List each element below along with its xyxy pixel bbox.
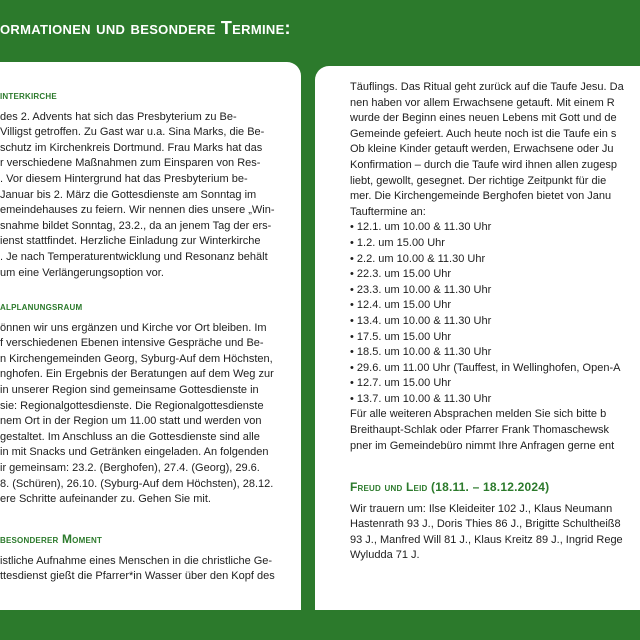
text-line: sie: Regionalgottesdienste. Die Regionalgottesdienste [0,399,264,412]
section-body-regionalplanungsraum [0,321,301,508]
text-line: ere Schritte aufeinander zu. Gehen Sie mit. [0,493,211,506]
text-line: istliche Aufnahme eines Menschen in die christliche Ge- [0,554,273,567]
text-line: n Kirchengemeinden Georg, Syburg-Auf dem Höchsten, [0,352,273,365]
text-line: nghofen. Ein Ergebnis der Beratungen auf dem Weg zur [0,368,274,381]
list-item: • 12.7. um 15.00 Uhr [350,377,452,390]
text-line: in mit Snacks und Getränken eingeladen. An folgenden [0,446,269,459]
text-line: f verschiedenen Ebenen intensive Gespräche und Be- [0,337,264,350]
taufe-intro [350,80,640,220]
list-item: • 17.5. um 15.00 Uhr [350,330,452,343]
text-line: Täuflings. Das Ritual geht zurück auf die Taufe Jesu. Da [350,81,624,93]
section-body-besonderer-moment [0,554,301,585]
text-line: emeindehauses zu feiern. Wir nennen dies unsere „Win- [0,204,275,217]
list-item: • 22.3. um 15.00 Uhr [350,268,452,281]
text-line: schutz im Kirchenkreis Dortmund. Frau Marks hat das [0,141,263,154]
left-column [0,62,301,622]
text-line: r verschiedene Maßnahmen zum Einsparen von Res- [0,157,261,170]
section-winterkirche [0,88,301,281]
text-line: . Vor diesem Hintergrund hat das Presbyterium be- [0,172,248,185]
section-heading-besonderer-moment: besonderer Moment [0,532,103,546]
text-line: Gemeinde gefeiert. Auch heute noch ist die Taufe ein s [350,127,617,140]
text-line: wurde der Beginn eines neuen Lebens mit Gott und de [350,112,617,125]
taufe-text [350,80,640,454]
taufe-outro [350,407,640,454]
list-item: • 12.4. um 15.00 Uhr [350,299,452,312]
text-line: önnen wir uns ergänzen und Kirche vor Ort bleiben. Im [0,321,267,334]
list-item: • 1.2. um 15.00 Uhr [350,236,445,249]
right-column [315,66,640,622]
page-title: ormationen und besondere Termine: [0,18,291,38]
section-heading-regionalplanungsraum: alplanungsraum [0,299,83,313]
text-line: 93 J., Manfred Will 81 J., Klaus Kreitz 89 J., Ingrid Rege [350,533,623,546]
text-line: 8. (Schüren), 26.10. (Syburg-Auf dem Höchsten), 28.12. [0,477,274,490]
list-item: • 23.3. um 10.00 & 11.30 Uhr [350,283,492,296]
bottom-band [0,610,640,640]
list-item: • 13.4. um 10.00 & 11.30 Uhr [350,314,492,327]
text-line: liebt, gewollt, gesegnet. Der richtige Zeitpunkt für die [350,174,607,187]
header-band [0,0,640,64]
text-line: mer. Die Kirchengemeinde Berghofen bietet von Janu [350,190,612,203]
text-line: nen haben vor allem Erwachsene getauft. Mit einem R [350,96,615,109]
list-item: • 29.6. um 11.00 Uhr (Tauffest, in Wellinghofen, Open-A [350,361,621,374]
text-line: Breithaupt-Schlak oder Pfarrer Frank Thomaschewsk [350,424,610,437]
text-line: Ob kleine Kinder getauft werden, Erwachsene oder Ju [350,143,614,156]
text-line: ienst stattfindet. Herzliche Einladung zur Winterkirche [0,235,261,248]
text-line: in unserer Region sind gemeinsame Gottesdienste in [0,383,259,396]
text-line: nem Ort in der Region um 11.00 statt und werden von [0,415,262,428]
text-line: Januar bis 2. März die Gottesdienste am Sonntag im [0,188,257,201]
section-heading-winterkirche: interkirche [0,88,57,102]
list-item: • 13.7. um 10.00 & 11.30 Uhr [350,392,492,405]
text-line: Wir trauern um: Ilse Kleideiter 102 J., Klaus Neumann [350,502,613,515]
section-heading-freud-und-leid: Freud und Leid (18.11. – 18.12.2024) [350,480,550,494]
text-line: Für alle weiteren Absprachen melden Sie sich bitte b [350,408,607,421]
list-item: • 2.2. um 10.00 & 11.30 Uhr [350,252,486,265]
section-body-winterkirche [0,110,301,282]
text-line: . Je nach Temperaturentwicklung und Resonanz behält [0,250,268,263]
section-freud-und-leid [350,480,640,564]
text-line: Tauftermine an: [350,205,426,218]
text-line: Villigst getroffen. Zu Gast war u.a. Sina Marks, die Be- [0,126,265,139]
text-line: ir gemeinsam: 23.2. (Berghofen), 27.4. (Georg), 29.6. [0,461,260,474]
text-line: pner im Gemeindebüro nimmt Ihre Anfragen gerne ent [350,439,615,452]
text-line: Konfirmation – durch die Taufe wird ihnen allen zugesp [350,158,618,171]
text-line: ttesdienst gießt die Pfarrer*in Wasser über den Kopf des [0,570,275,583]
section-besonderer-moment [0,532,301,585]
text-line: Hastenrath 93 J., Doris Thies 86 J., Brigitte Schultheiß8 [350,518,621,531]
text-line: gestaltet. Im Anschluss an die Gottesdienste sind alle [0,430,260,443]
tauftermine-list [350,220,640,407]
text-line: Wyludda 71 J. [350,549,420,562]
text-line: um eine Verlängerungsoption vor. [0,266,164,279]
list-item: • 12.1. um 10.00 & 11.30 Uhr [350,221,492,234]
list-item: • 18.5. um 10.00 & 11.30 Uhr [350,346,492,359]
section-body-freud-und-leid [350,502,640,564]
text-line: snahme bildet Sonntag, 23.2., da an jenem Tag der ers- [0,219,272,232]
section-regionalplanungsraum [0,299,301,508]
text-line: des 2. Advents hat sich das Presbyterium zu Be- [0,110,237,123]
